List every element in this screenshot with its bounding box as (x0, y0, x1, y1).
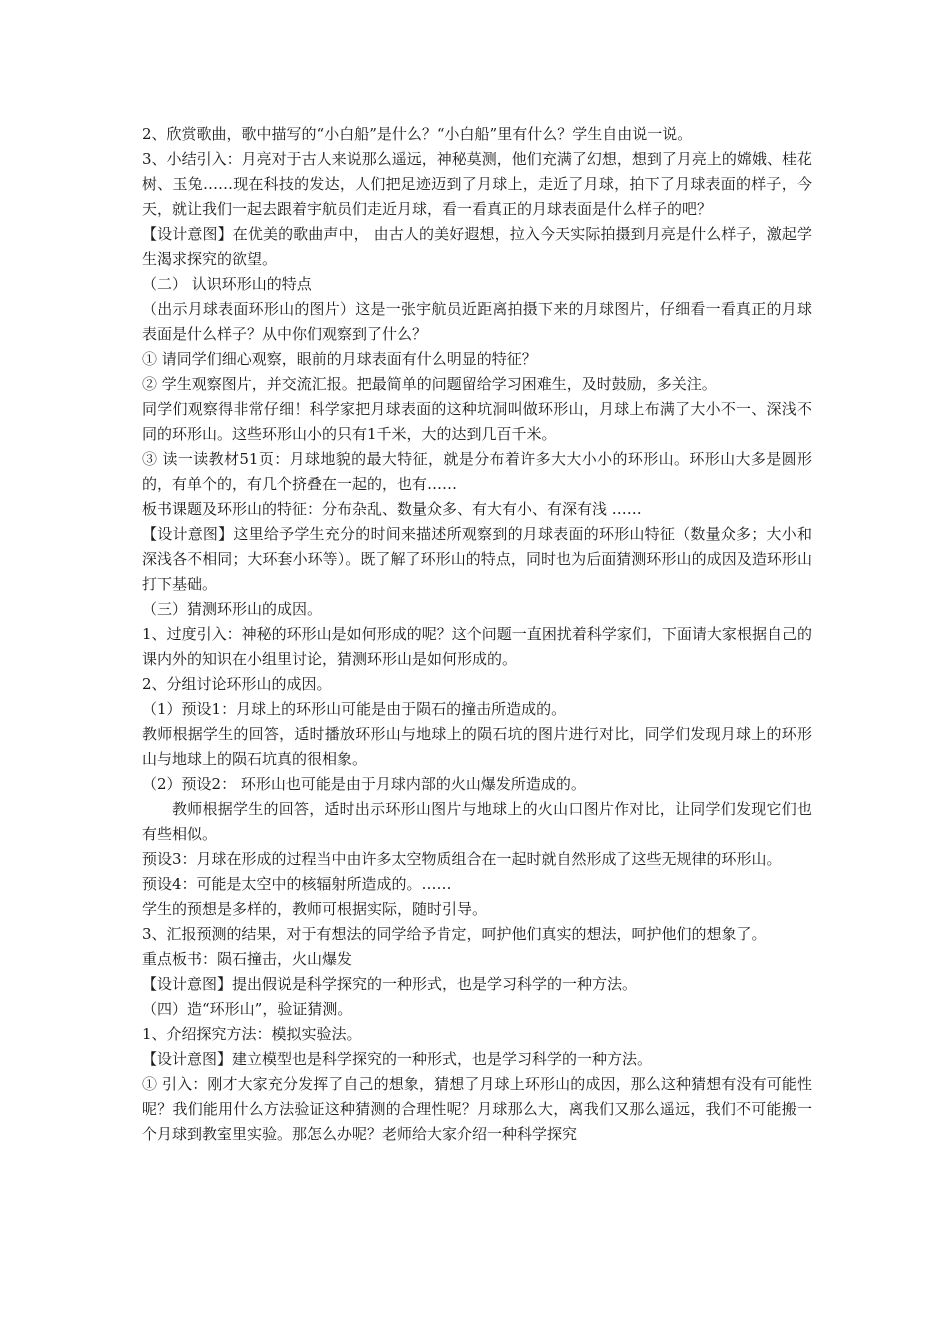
paragraph-step-1: ① 请同学们细心观察，眼前的月球表面有什么明显的特征？ (142, 350, 537, 368)
section-heading-2: （二） 认识环形山的特点 (142, 275, 312, 293)
paragraph-hypothesis-1: （1）预设1：月球上的环形山可能是由于陨石的撞击所造成的。 (142, 700, 567, 718)
paragraph-show-picture: （出示月球表面环形山的图片）这是一张宇航员近距离拍摄下来的月球图片，仔细看一看真正的月球表面是什么样子？从中你们观察到了什么？ (142, 300, 812, 343)
paragraph-group-discussion: 2、分组讨论环形山的成因。 (142, 675, 332, 693)
paragraph-method-intro: 1、介绍探究方法：模拟实验法。 (142, 1025, 362, 1043)
paragraph-design-intent-4: 【设计意图】建立模型也是科学探究的一种形式，也是学习科学的一种方法。 (142, 1050, 653, 1068)
paragraph-hypothesis-2: （2）预设2： 环形山也可能是由于月球内部的火山爆发所造成的。 (142, 775, 586, 793)
paragraph-design-intent-2: 【设计意图】这里给予学生充分的时间来描述所观察到的月球表面的环形山特征（数量众多；大小和深浅各不相同；大环套小环等）。既了解了环形山的特点，同时也为后面猜测环形山的成因及造环形山打下基础。 (142, 525, 812, 593)
section-heading-3: （三）猜测环形山的成因。 (142, 600, 323, 618)
paragraph-report-results: 3、汇报预测的结果，对于有想法的同学给予肯定，呵护他们真实的想法，呵护他们的想象了。 (142, 925, 767, 943)
paragraph-summary-intro: 3、小结引入：月亮对于古人来说那么遥远，神秘莫测，他们充满了幻想，想到了月亮上的嫦娥、桂花树、玉兔……现在科技的发达，人们把足迹迈到了月球上，走近了月球，拍下了月球表面的样子，今天，就让我们一起去跟着宇航员们走近月球，看一看真正的月球表面是什么样子的吧？ (142, 150, 812, 218)
paragraph-step-2: ② 学生观察图片，并交流汇报。把最简单的问题留给学习困难生，及时鼓励，多关注。 (142, 375, 717, 393)
paragraph-hypothesis-3: 预设3：月球在形成的过程当中由许多太空物质组合在一起时就自然形成了这些无规律的环形山。 (142, 850, 782, 868)
paragraph-song-question: 2、欣赏歌曲，歌中描写的“小白船”是什么？“小白船”里有什么？学生自由说一说。 (142, 125, 693, 143)
paragraph-volcano-compare: 教师根据学生的回答，适时出示环形山图片与地球上的火山口图片作对比，让同学们发现它们也有些相似。 (142, 800, 812, 843)
section-heading-4: （四）造“环形山”，验证猜测。 (142, 1000, 353, 1018)
paragraph-transition: 1、过度引入：神秘的环形山是如何形成的呢？这个问题一直困扰着科学家们，下面请大家根据自己的课内外的知识在小组里讨论，猜测环形山是如何形成的。 (142, 625, 812, 668)
paragraph-meteorite-compare: 教师根据学生的回答，适时播放环形山与地球上的陨石坑的图片进行对比，同学们发现月球上的环形山与地球上的陨石坑真的很相象。 (142, 725, 812, 768)
paragraph-observation: 同学们观察得非常仔细！科学家把月球表面的这种坑洞叫做环形山，月球上布满了大小不一、深浅不同的环形山。这些环形山小的只有1千米，大的达到几百千米。 (142, 400, 812, 443)
paragraph-step-3: ③ 读一读教材51页：月球地貌的最大特征，就是分布着许多大大小小的环形山。环形山大多是圆形的，有单个的，有几个挤叠在一起的，也有…… (142, 450, 812, 493)
paragraph-key-blackboard: 重点板书：陨石撞击，火山爆发 (142, 950, 353, 968)
paragraph-lead-in: ① 引入：刚才大家充分发挥了自己的想象，猜想了月球上环形山的成因，那么这种猜想有没有可能性呢？我们能用什么方法验证这种猜测的合理性呢？月球那么大，离我们又那么遥远，我们不可能搬一个月球到教室里实验。那怎么办呢？老师给大家介绍一种科学探究 (142, 1075, 812, 1143)
paragraph-guidance: 学生的预想是多样的，教师可根据实际，随时引导。 (142, 900, 488, 918)
paragraph-hypothesis-4: 预设4：可能是太空中的核辐射所造成的。…… (142, 875, 452, 893)
document-body (142, 122, 812, 1147)
paragraph-design-intent-1: 【设计意图】在优美的歌曲声中， 由古人的美好遐想，拉入今天实际拍摄到月亮是什么样子，激起学生渴求探究的欲望。 (142, 225, 812, 268)
paragraph-blackboard-features: 板书课题及环形山的特征：分布杂乱、数量众多、有大有小、有深有浅 …… (142, 500, 642, 518)
paragraph-design-intent-3: 【设计意图】提出假说是科学探究的一种形式，也是学习科学的一种方法。 (142, 975, 638, 993)
